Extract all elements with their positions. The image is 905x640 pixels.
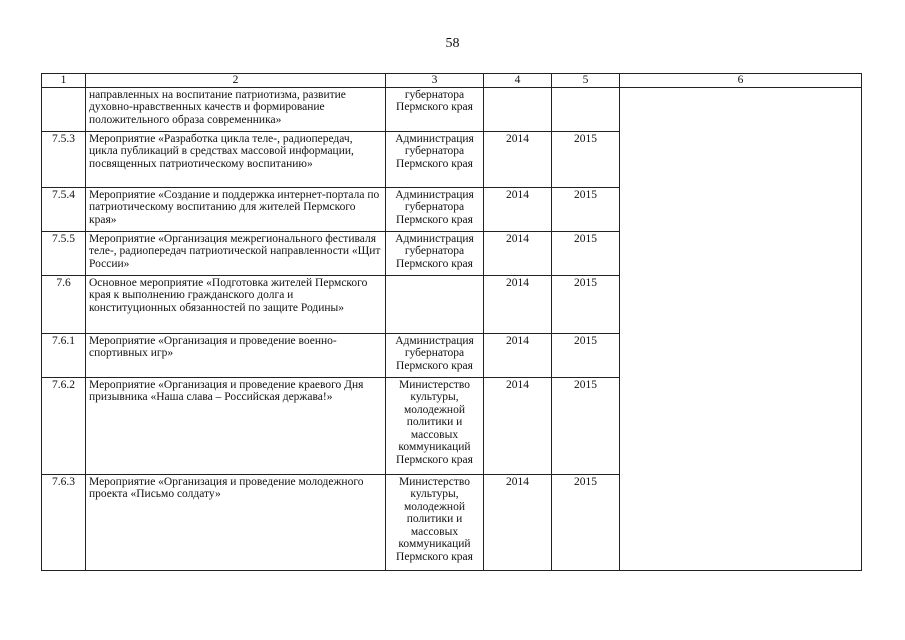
row-description: направленных на воспитание патриотизма, развитие духовно-нравственных качеств и формирование положительного образа современника» [86, 87, 386, 131]
row-number: 7.5.5 [42, 231, 86, 275]
row-description: Мероприятие «Организация и проведение военно-спортивных игр» [86, 333, 386, 377]
row-start-year: 2014 [484, 474, 552, 570]
header-col-1: 1 [42, 74, 86, 88]
table-row [42, 87, 862, 131]
row-number: 7.5.4 [42, 187, 86, 231]
row-number: 7.6.2 [42, 377, 86, 474]
row-organization: Администрация губернатора Пермского края [386, 131, 484, 187]
row-end-year [552, 87, 620, 131]
row-organization: губернатора Пермского края [386, 87, 484, 131]
row-description: Мероприятие «Организация и проведение краевого Дня призывника «Наша слава – Российская держава!» [86, 377, 386, 474]
row-end-year: 2015 [552, 333, 620, 377]
row-number: 7.5.3 [42, 131, 86, 187]
column-6-cell [620, 87, 862, 570]
header-row [42, 74, 862, 88]
row-organization: Администрация губернатора Пермского края [386, 231, 484, 275]
row-start-year: 2014 [484, 231, 552, 275]
row-description: Основное мероприятие «Подготовка жителей Пермского края к выполнению гражданского долга и конституционных обязанностей по защите Родины» [86, 275, 386, 333]
header-col-4: 4 [484, 74, 552, 88]
row-number: 7.6.3 [42, 474, 86, 570]
row-start-year: 2014 [484, 275, 552, 333]
row-organization: Министерство культуры, молодежной политики и массовых коммуникаций Пермского края [386, 474, 484, 570]
row-end-year: 2015 [552, 474, 620, 570]
row-end-year: 2015 [552, 131, 620, 187]
row-description: Мероприятие «Создание и поддержка интернет-портала по патриотическому воспитанию для жителей Пермского края» [86, 187, 386, 231]
header-col-3: 3 [386, 74, 484, 88]
program-table [41, 73, 862, 571]
row-organization: Администрация губернатора Пермского края [386, 333, 484, 377]
header-col-5: 5 [552, 74, 620, 88]
row-description: Мероприятие «Организация межрегионального фестиваля теле-, радиопередач патриотической направленности «Щит России» [86, 231, 386, 275]
row-organization: Администрация губернатора Пермского края [386, 187, 484, 231]
row-description: Мероприятие «Разработка цикла теле-, радиопередач, цикла публикаций в средствах массовой информации, посвященных патриотическому воспитанию» [86, 131, 386, 187]
row-end-year: 2015 [552, 231, 620, 275]
row-description: Мероприятие «Организация и проведение молодежного проекта «Письмо солдату» [86, 474, 386, 570]
row-organization: Министерство культуры, молодежной политики и массовых коммуникаций Пермского края [386, 377, 484, 474]
row-start-year: 2014 [484, 187, 552, 231]
row-end-year: 2015 [552, 275, 620, 333]
header-col-2: 2 [86, 74, 386, 88]
row-end-year: 2015 [552, 187, 620, 231]
row-number: 7.6 [42, 275, 86, 333]
row-start-year: 2014 [484, 377, 552, 474]
header-col-6: 6 [620, 74, 862, 88]
row-number: 7.6.1 [42, 333, 86, 377]
row-start-year [484, 87, 552, 131]
row-end-year: 2015 [552, 377, 620, 474]
page-number: 58 [445, 36, 460, 51]
row-number [42, 87, 86, 131]
row-start-year: 2014 [484, 333, 552, 377]
row-organization [386, 275, 484, 333]
row-start-year: 2014 [484, 131, 552, 187]
